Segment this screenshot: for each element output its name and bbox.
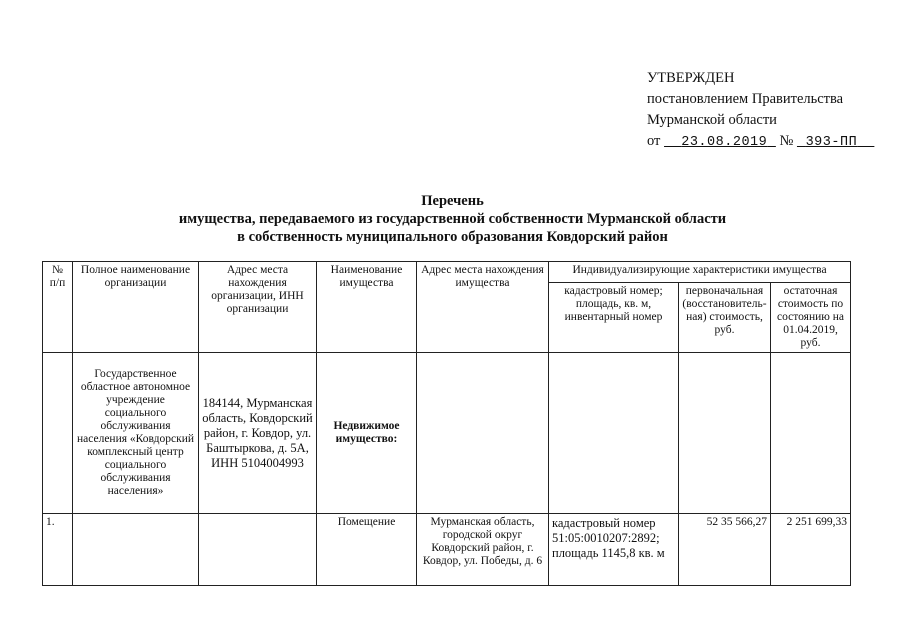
row-num-cell: 1. [43, 514, 73, 586]
header-num: № п/п [43, 262, 73, 353]
row-residual-cost-cell: 2 251 699,33 [771, 514, 851, 586]
approval-stamp [647, 68, 874, 153]
header-residual-cost: остаточная стоимость по состоянию на 01.04.2019, руб. [771, 283, 851, 353]
approval-title: УТВЕРЖДЕН [647, 70, 735, 86]
approval-number-label: № [779, 133, 794, 149]
header-org-name: Полное наименование организации [73, 262, 199, 353]
property-table [42, 261, 851, 586]
approval-decree-line: постановлением Правительства [647, 91, 844, 107]
org-row-property-address [417, 353, 549, 514]
header-cadastral: кадастровый номер; площадь, кв. м, инвентарный номер [549, 283, 679, 353]
header-property-address: Адрес места нахождения имущества [417, 262, 549, 353]
org-address-cell: 184144, Мурманская область, Ковдорский район, г. Ковдор, ул. Баштыркова, д. 5А, ИНН 5104004993 [199, 353, 317, 514]
table-row [43, 514, 851, 586]
property-category-cell: Недвижимое имущество: [317, 353, 417, 514]
title-line-1: Перечень [421, 193, 484, 209]
header-row-1 [43, 262, 851, 283]
header-org-address: Адрес места нахождения организации, ИНН организации [199, 262, 317, 353]
org-row-num [43, 353, 73, 514]
org-row-residual-cost [771, 353, 851, 514]
row-property-name-cell: Помещение [317, 514, 417, 586]
header-property-name: Наименование имущества [317, 262, 417, 353]
approval-date: 23.08.2019 [681, 135, 768, 150]
approval-region-line: Мурманской области [647, 112, 777, 128]
org-row-initial-cost [679, 353, 771, 514]
row-org-address-cell [199, 514, 317, 586]
org-name-cell: Государственное областное автономное учреждение социального обслуживания населения «Ковдорский комплексный центр социального обслуживания населения» [73, 353, 199, 514]
row-initial-cost-cell: 52 35 566,27 [679, 514, 771, 586]
row-org-name-cell [73, 514, 199, 586]
document-title [0, 192, 905, 246]
header-characteristics: Индивидуализирующие характеристики имущества [549, 262, 851, 283]
org-row-cadastral [549, 353, 679, 514]
title-line-3: в собственность муниципального образования Ковдорский район [237, 229, 668, 245]
row-cadastral-cell: кадастровый номер 51:05:0010207:2892; площадь 1145,8 кв. м [549, 514, 679, 586]
header-initial-cost: первоначальная (восстановитель-ная) стоимость, руб. [679, 283, 771, 353]
title-line-2: имущества, передаваемого из государственной собственности Мурманской области [178, 211, 727, 227]
approval-number: 393-ПП [805, 135, 858, 150]
approval-date-line [647, 131, 874, 153]
organization-row [43, 353, 851, 514]
row-property-address-cell: Мурманская область, городской округ Ковдорский район, г. Ковдор, ул. Победы, д. 6 [417, 514, 549, 586]
approval-from-label: от [647, 133, 661, 149]
